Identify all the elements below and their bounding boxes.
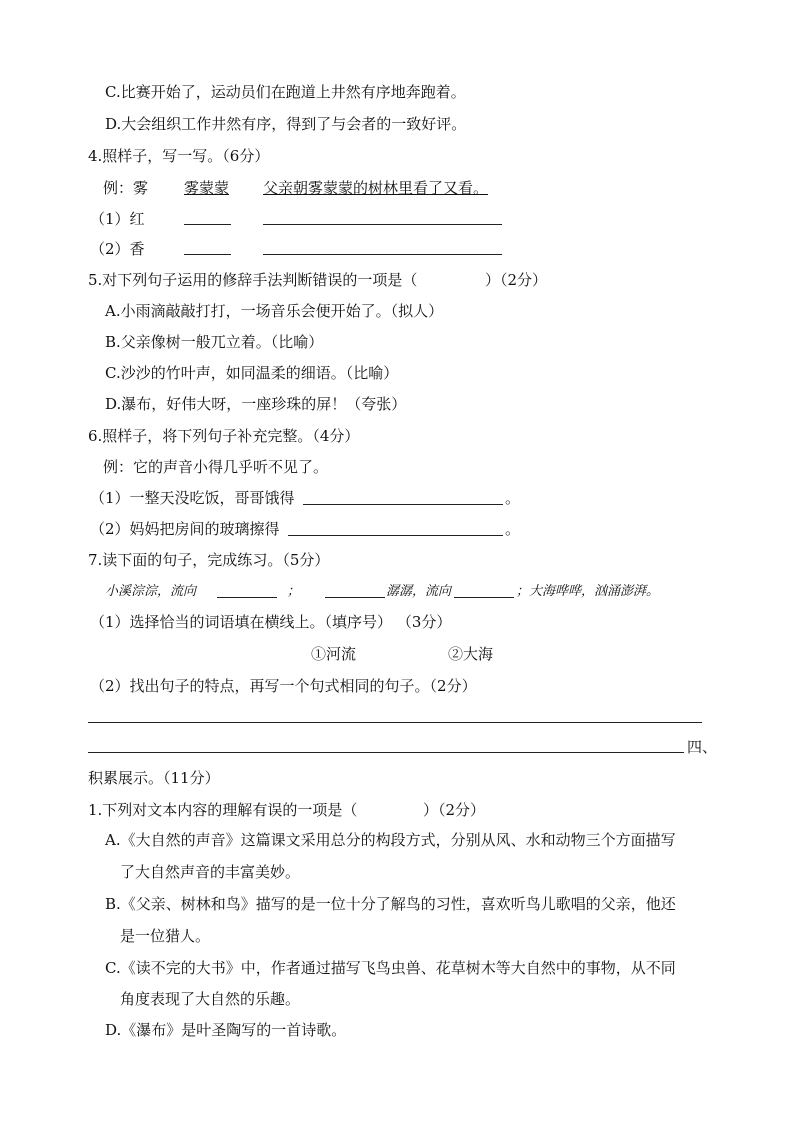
q6-item-1-blank[interactable] xyxy=(303,504,503,505)
q6-example: 例：它的声音小得几乎听不见了。 xyxy=(103,458,329,476)
q6-item-2-blank[interactable] xyxy=(288,535,503,536)
q4-item-1-word-blank[interactable] xyxy=(184,224,231,225)
q6-title: 6.照样子，将下列句子补充完整。（4分） xyxy=(88,427,360,445)
q4-title: 4.照样子，写一写。（6分） xyxy=(88,147,270,165)
q6-item-2: （2）妈妈把房间的玻璃擦得 xyxy=(90,520,280,538)
q7-sentence-part-2: ； xyxy=(287,584,301,599)
s4-q1-option-c-line-1: C.《读不完的大书》中，作者通过描写飞鸟虫兽、花草树木等大自然中的事物，从不同 xyxy=(105,959,676,977)
q5-option-d: D.瀑布，好伟大呀，一座珍珠的屏！（夸张） xyxy=(105,395,407,413)
q7-blank-1[interactable] xyxy=(217,597,277,598)
q7-answer-line-2[interactable] xyxy=(88,752,684,753)
q7-sub-1: （1）选择恰当的词语填在横线上。（填序号） （3分） xyxy=(90,613,452,631)
q5-title-pre: 5.对下列句子运用的修辞手法判断错误的一项是（ xyxy=(88,271,418,289)
q4-item-2-sentence-blank[interactable] xyxy=(263,254,502,255)
q6-item-1: （1）一整天没吃饭，哥哥饿得 xyxy=(90,489,295,507)
q7-choice-1: ①河流 xyxy=(311,645,357,663)
s4-q1-option-a-line-2: 了大自然声音的丰富美妙。 xyxy=(120,863,301,881)
s4-q1-option-d: D.《瀑布》是叶圣陶写的一首诗歌。 xyxy=(105,1021,347,1039)
q6-item-2-end: 。 xyxy=(505,520,521,538)
q5-option-a: A.小雨滴敲敲打打，一场音乐会便开始了。（拟人） xyxy=(105,302,444,320)
q4-item-1-sentence-blank[interactable] xyxy=(263,224,502,225)
q4-item-1: （1）红 xyxy=(90,210,145,228)
q5-title-post: ）（2分） xyxy=(485,271,548,289)
s4-q1-option-b-line-1: B.《父亲、树林和鸟》描写的是一位十分了解鸟的习性，喜欢听鸟儿歌唱的父亲，他还 xyxy=(105,895,676,913)
q5-option-c: C.沙沙的竹叶声，如同温柔的细语。（比喻） xyxy=(105,364,399,382)
q6-item-1-end: 。 xyxy=(505,489,521,507)
q7-sentence-part-4: ；大海哗哗，汹涌澎湃。 xyxy=(516,584,660,599)
s4-q1-option-b-line-2: 是一位猎人。 xyxy=(120,927,211,945)
q4-example-label: 例：雾 xyxy=(103,179,149,197)
q7-blank-3[interactable] xyxy=(454,597,514,598)
q7-choice-2: ②大海 xyxy=(448,645,494,663)
q4-example-word: 雾蒙蒙 xyxy=(184,179,230,197)
q4-item-2: （2）香 xyxy=(90,240,145,258)
q7-blank-2[interactable] xyxy=(325,597,385,598)
q3-option-c: C.比赛开始了，运动员们在跑道上井然有序地奔跑着。 xyxy=(105,83,466,101)
s4-q1-title-post: ）（2分） xyxy=(423,801,486,819)
section-4-title: 积累展示。（11分） xyxy=(88,769,220,787)
q7-sentence-part-1: 小溪淙淙，流向 xyxy=(105,584,197,599)
q7-sentence-part-3: 潺潺，流向 xyxy=(386,584,452,599)
q7-answer-line-1[interactable] xyxy=(88,722,702,723)
q4-example-sentence: 父亲朝雾蒙蒙的树林里看了又看。 xyxy=(263,179,489,197)
q5-option-b: B.父亲像树一般兀立着。（比喻） xyxy=(105,333,324,351)
q7-sub-2: （2）找出句子的特点，再写一个句式相同的句子。（2分） xyxy=(90,677,477,695)
q7-title: 7.读下面的句子，完成练习。（5分） xyxy=(88,551,330,569)
section-4-number: 四、 xyxy=(687,738,718,756)
s4-q1-option-c-line-2: 角度表现了大自然的乐趣。 xyxy=(120,990,301,1008)
s4-q1-option-a-line-1: A.《大自然的声音》这篇课文采用总分的构段方式，分别从风、水和动物三个方面描写 xyxy=(105,831,676,849)
q4-item-2-word-blank[interactable] xyxy=(184,254,231,255)
s4-q1-title-pre: 1.下列对文本内容的理解有误的一项是（ xyxy=(88,801,358,819)
q3-option-d: D.大会组织工作井然有序，得到了与会者的一致好评。 xyxy=(105,115,467,133)
